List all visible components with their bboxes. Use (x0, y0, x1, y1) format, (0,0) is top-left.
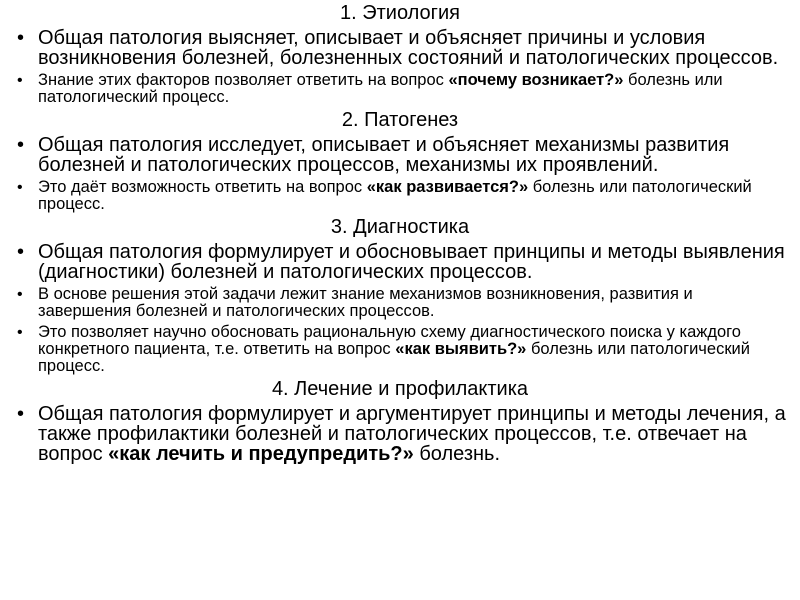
list-item (14, 286, 786, 320)
bullet-icon: • (17, 403, 25, 425)
section-list (14, 404, 786, 464)
bullet-icon: • (17, 286, 23, 303)
item-text: Это позволяет научно обосновать рациональную схему диагностического поиска у каждого конкретного пациента, т.е. ответить на вопрос (38, 323, 741, 358)
bullet-icon: • (17, 27, 25, 49)
item-text: Общая патология формулирует и обосновывает принципы и методы выявления (диагностики) болезней и патологических процессов. (38, 241, 785, 283)
list-item (14, 242, 786, 282)
item-text: болезнь или патологический процесс. (38, 71, 723, 106)
item-text: Общая патология формулирует и аргументирует принципы и методы лечения, а также профилактики болезней и патологических процессов, т.е. отвечает на вопрос (38, 403, 786, 465)
section-list (14, 242, 786, 375)
bullet-icon: • (17, 324, 23, 341)
list-item (14, 72, 786, 106)
list-item (14, 324, 786, 375)
item-text: В основе решения этой задачи лежит знание механизмов возникновения, развития и завершения болезней и патологических процессов. (38, 285, 693, 320)
item-text: Знание этих факторов позволяет ответить на вопрос (38, 71, 449, 89)
section-list (14, 135, 786, 213)
question-text: «как выявить?» (395, 340, 527, 358)
item-text: болезнь или патологический процесс. (38, 178, 752, 213)
item-text: болезнь. (413, 443, 501, 465)
bullet-icon: • (17, 241, 25, 263)
question-text: «почему возникает?» (448, 71, 624, 89)
section-heading: 1. Этиология (340, 2, 460, 24)
item-text: болезнь или патологический процесс. (38, 340, 750, 375)
list-item (14, 28, 786, 68)
question-text: «как развивается?» (366, 178, 529, 196)
list-item (14, 135, 786, 175)
section-heading: 3. Диагностика (330, 216, 470, 238)
item-text: Общая патология исследует, описывает и объясняет механизмы развития болезней и патологических процессов, механизмы их проявлений. (38, 134, 730, 176)
section-list (14, 28, 786, 106)
item-text: Общая патология выясняет, описывает и объясняет причины и условия возникновения болезней, болезненных состояний и патологических процессов. (38, 27, 779, 69)
bullet-icon: • (17, 72, 23, 89)
section-heading: 4. Лечение и профилактика (271, 378, 529, 400)
section-heading: 2. Патогенез (341, 109, 459, 131)
list-item (14, 179, 786, 213)
item-text: Это даёт возможность ответить на вопрос (38, 178, 367, 196)
bullet-icon: • (17, 134, 25, 156)
bullet-icon: • (17, 179, 23, 196)
list-item (14, 404, 786, 464)
question-text: «как лечить и предупредить?» (108, 443, 414, 465)
